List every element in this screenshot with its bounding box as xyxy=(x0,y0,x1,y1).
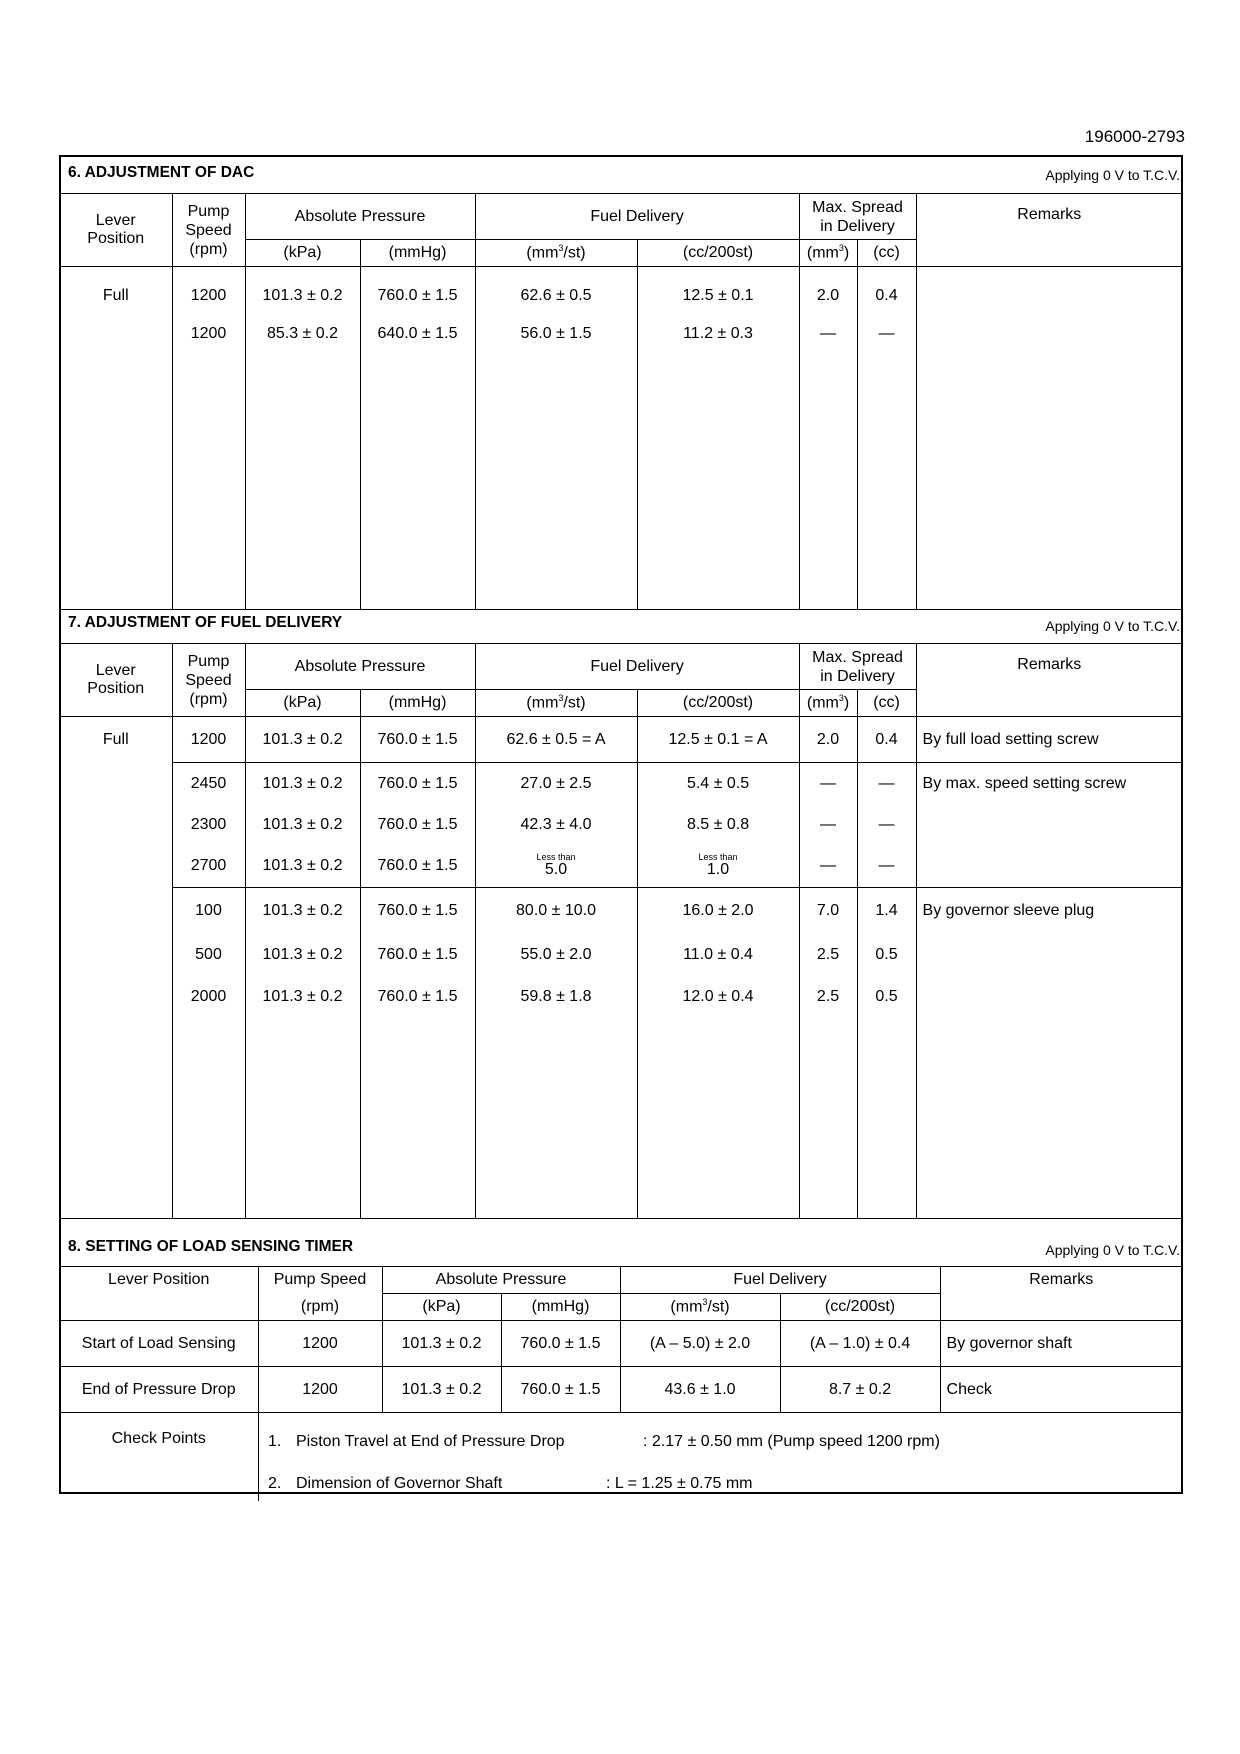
header-fuel-delivery: Fuel Delivery xyxy=(620,1267,940,1294)
header-remarks: Remarks xyxy=(916,644,1182,717)
header-pump-speed: Pump Speed xyxy=(258,1267,382,1294)
unit-mmhg: (mmHg) xyxy=(360,240,475,267)
header-absolute-pressure: Absolute Pressure xyxy=(382,1267,620,1294)
unit-spread-cc: (cc) xyxy=(857,690,916,717)
unit-mmhg: (mmHg) xyxy=(360,690,475,717)
unit-kpa: (kPa) xyxy=(245,240,360,267)
unit-kpa: (kPa) xyxy=(382,1294,501,1321)
unit-cc-200st: (cc/200st) xyxy=(637,690,799,717)
header-lever-position: Lever Position xyxy=(60,644,172,717)
header-pump-speed: Pump Speed (rpm) xyxy=(172,644,245,717)
header-fuel-delivery: Fuel Delivery xyxy=(475,644,799,690)
header-pump-speed: Pump Speed (rpm) xyxy=(172,194,245,267)
header-absolute-pressure: Absolute Pressure xyxy=(245,194,475,240)
header-max-spread: Max. Spread in Delivery xyxy=(799,194,916,240)
table-row: Full 1200 101.3 ± 0.2 760.0 ± 1.5 62.6 ± 0.5 12.5 ± 0.1 2.0 0.4 xyxy=(60,267,1182,315)
unit-mm3-st: $(mm^3/st)$ xyxy=(620,1294,780,1321)
check-point-2-label: Dimension of Governor Shaft xyxy=(296,1475,503,1492)
check-points-label: Check Points xyxy=(60,1413,258,1501)
check-point-2-number: 2. xyxy=(268,1475,282,1492)
check-point-2-value: : L = 1.25 ± 0.75 mm xyxy=(606,1475,753,1492)
unit-spread-mm3: $(mm^3)$ xyxy=(799,690,857,717)
unit-mmhg: (mmHg) xyxy=(501,1294,620,1321)
table-row: Full 1200 101.3 ± 0.2 760.0 ± 1.5 62.6 ± 0.5 = A 12.5 ± 0.1 = A 2.0 0.4 By full load setting screw xyxy=(60,717,1182,763)
section-7-note: Applying 0 V to T.C.V. xyxy=(1045,618,1180,634)
unit-kpa: (kPa) xyxy=(245,690,360,717)
section-8-table xyxy=(60,1266,1182,1501)
unit-spread-mm3: $(mm^3)$ xyxy=(799,240,857,267)
check-point-1-label: Piston Travel at End of Pressure Drop xyxy=(296,1433,565,1450)
section-6-table xyxy=(60,193,1182,610)
table-row: 1200 85.3 ± 0.2 640.0 ± 1.5 56.0 ± 1.5 11.2 ± 0.3 — — xyxy=(60,315,1182,353)
unit-mm3-st: $(mm^3/st)$ xyxy=(475,690,637,717)
section-8-note: Applying 0 V to T.C.V. xyxy=(1045,1242,1180,1258)
unit-rpm: (rpm) xyxy=(258,1294,382,1321)
header-remarks: Remarks xyxy=(916,194,1182,267)
section-7-title: 7. ADJUSTMENT OF FUEL DELIVERY xyxy=(68,614,343,631)
check-point-1-number: 1. xyxy=(268,1433,282,1450)
check-point-1-value: : 2.17 ± 0.50 mm (Pump speed 1200 rpm) xyxy=(643,1433,940,1450)
header-fuel-delivery: Fuel Delivery xyxy=(475,194,799,240)
table-row: 2450 101.3 ± 0.2 760.0 ± 1.5 27.0 ± 2.5 5.4 ± 0.5 — — By max. speed setting screw xyxy=(60,763,1182,805)
table-row: 2300 101.3 ± 0.2 760.0 ± 1.5 42.3 ± 4.0 8.5 ± 0.8 — — xyxy=(60,805,1182,846)
table-row: 2000 101.3 ± 0.2 760.0 ± 1.5 59.8 ± 1.8 12.0 ± 0.4 2.5 0.5 xyxy=(60,976,1182,1018)
header-lever-position: Lever Position xyxy=(60,1267,258,1321)
table-row: 100 101.3 ± 0.2 760.0 ± 1.5 80.0 ± 10.0 16.0 ± 2.0 7.0 1.4 By governor sleeve plug xyxy=(60,888,1182,934)
table-row: Start of Load Sensing 1200 101.3 ± 0.2 760.0 ± 1.5 (A – 5.0) ± 2.0 (A – 1.0) ± 0.4 By governor shaft xyxy=(60,1321,1182,1367)
table-row: 500 101.3 ± 0.2 760.0 ± 1.5 55.0 ± 2.0 11.0 ± 0.4 2.5 0.5 xyxy=(60,934,1182,976)
section-6-title: 6. ADJUSTMENT OF DAC xyxy=(68,164,255,181)
unit-cc-200st: (cc/200st) xyxy=(780,1294,940,1321)
header-lever-position: Lever Position xyxy=(60,194,172,267)
header-remarks: Remarks xyxy=(940,1267,1182,1321)
header-absolute-pressure: Absolute Pressure xyxy=(245,644,475,690)
unit-cc-200st: (cc/200st) xyxy=(637,240,799,267)
header-max-spread: Max. Spread in Delivery xyxy=(799,644,916,690)
section-8-title: 8. SETTING OF LOAD SENSING TIMER xyxy=(68,1238,354,1255)
document-number: 196000-2793 xyxy=(1084,127,1185,146)
table-row: End of Pressure Drop 1200 101.3 ± 0.2 760.0 ± 1.5 43.6 ± 1.0 8.7 ± 0.2 Check xyxy=(60,1367,1182,1413)
unit-spread-cc: (cc) xyxy=(857,240,916,267)
unit-mm3-st: $(mm^3/st)$ xyxy=(475,240,637,267)
section-6-note: Applying 0 V to T.C.V. xyxy=(1045,167,1180,183)
table-row: 2700 101.3 ± 0.2 760.0 ± 1.5 Less than 5.0 Less than 1.0 — — xyxy=(60,846,1182,888)
section-7-table xyxy=(60,643,1182,1219)
